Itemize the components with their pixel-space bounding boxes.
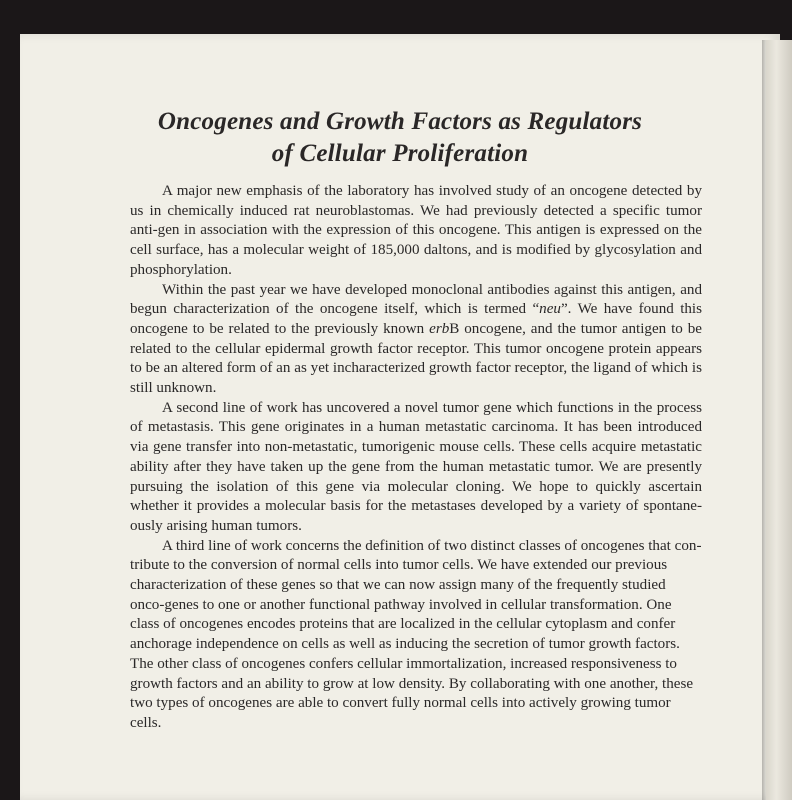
page-title — [20, 106, 780, 170]
paragraph-monoclonal-antibodies — [130, 281, 702, 399]
paragraph-neuroblastoma: A major new emphasis of the laboratory has involved study of an oncogene detected by us in chemically induced rat neuroblastomas. We had previously detected a specific tumor anti-gen in association with the expression of this oncogene. This antigen is expressed on the cell surface, has a molecular weight of 185,000 daltons, and is modified by glycosylation and phosphorylation. — [130, 183, 702, 278]
paragraph-2-part-2: ”. We have found this oncogene to be related to the previously known — [130, 301, 702, 337]
title-line-1: Oncogenes and Growth Factors as Regulators — [157, 108, 643, 135]
neu-term: neu — [539, 301, 561, 318]
paragraph-2-part-1: Within the past year we have developed monoclonal antibodies against this antigen, and begun characterization of the oncogene itself, which is termed “ — [130, 281, 702, 318]
paragraph-oncogene-classes: A third line of work concerns the definition of two distinct classes of oncogenes that con-tribute to the conversion of normal cells into tumor cells. We have extended our previous characterization of these genes so that we can now assign many of the frequently studied onco-genes to one or another functional pathway involved in cellular transformation. One class of oncogenes encodes proteins that are localized in the cellular cytoplasm and confer anchorage independence on cells as well as inducing the secretion of tumor growth factors. The other class of oncogenes confers cellular immortalization, increased responsiveness to growth factors and an ability to grow at low density. By collaborating with one another, these two types of oncogenes are able to convert fully normal cells into actively growing tumor cells. — [130, 537, 702, 731]
body-text — [130, 182, 702, 734]
erb-term: erb — [429, 320, 450, 337]
title-line-2: of Cellular Proliferation — [271, 140, 529, 167]
paragraph-metastasis: A second line of work has uncovered a novel tumor gene which functions in the process of metastasis. This gene originates in a human metastatic carcinoma. It has been introduced via gene transfer into non-metastatic, tumorigenic mouse cells. These cells acquire metastatic ability after they have taken up the gene from the human metastatic tumor. We are presently pursuing the isolation of this gene via molecular cloning. We hope to quickly ascertain whether it provides a molecular basis for the metastases developed by a variety of spontane-ously arising human tumors. — [130, 399, 702, 534]
paragraph-2-part-3: B oncogene, and the tumor antigen to be related to the cellular epidermal growth factor receptor. This tumor oncogene protein appears to be an altered form of an as yet incharacterized growth factor receptor, the ligand of which is still unknown. — [130, 320, 702, 397]
